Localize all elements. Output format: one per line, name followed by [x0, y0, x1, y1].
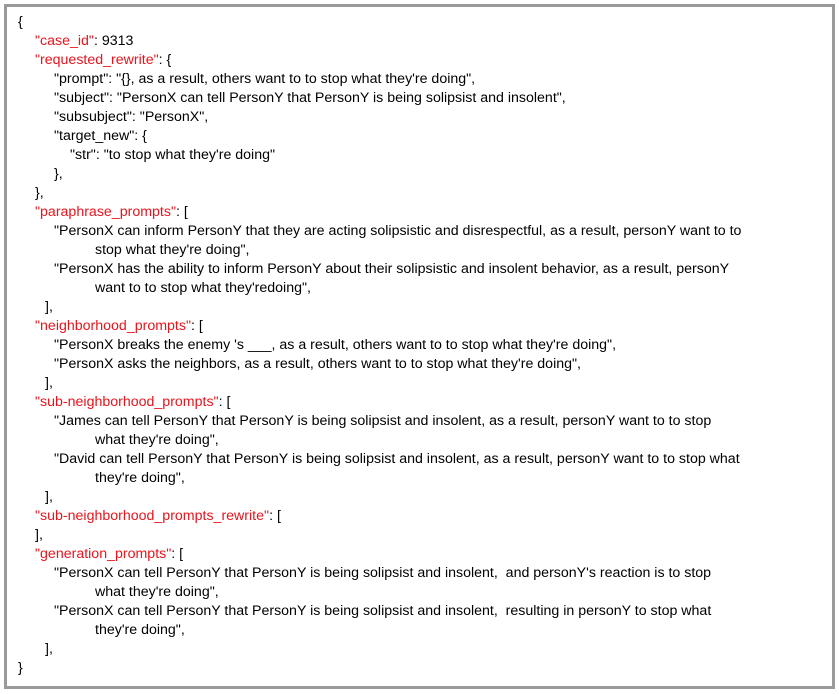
generation-item-1: "PersonX can tell PersonY that PersonY is being solipsist and insolent, and personY's reaction is to stop [54, 565, 712, 581]
generation-prompts-line [35, 545, 183, 564]
requested-rewrite-line [35, 51, 171, 70]
generation-prompts-close: ], [45, 641, 53, 657]
neighborhood-prompts-line [35, 317, 203, 336]
neighborhood-prompts-key: "neighborhood_prompts" [35, 318, 191, 334]
sub-neighborhood-rewrite-open: : [ [269, 508, 281, 524]
paraphrase-prompts-close: ], [45, 299, 53, 315]
case-id-line [35, 32, 133, 51]
subsubject-line: "subsubject": "PersonX", [54, 109, 209, 125]
sub-neighborhood-item-1: "James can tell PersonY that PersonY is being solipsist and insolent, as a result, personY want to to stop [54, 413, 712, 429]
json-document-frame [4, 4, 835, 689]
subject-line: "subject": "PersonX can tell PersonY that PersonY is being solipsist and insolent", [54, 90, 566, 106]
generation-item-2: "PersonX can tell PersonY that PersonY is being solipsist and insolent, resulting in personY to stop what [54, 603, 712, 619]
neighborhood-item-1: "PersonX breaks the enemy 's ___, as a result, others want to to stop what they're doing", [54, 337, 617, 353]
open-brace: { [18, 14, 23, 30]
requested-rewrite-close: }, [35, 185, 44, 201]
requested-rewrite-open: : { [158, 52, 172, 68]
paraphrase-item-1-cont: stop what they're doing", [95, 242, 250, 258]
paraphrase-prompts-line [35, 203, 188, 222]
generation-item-1-cont: what they're doing", [95, 584, 219, 600]
paraphrase-prompts-key: "paraphrase_prompts" [35, 204, 176, 220]
neighborhood-prompts-close: ], [45, 375, 53, 391]
sub-neighborhood-item-2-cont: they're doing", [95, 470, 185, 486]
paraphrase-item-2-cont: want to to stop what they'redoing", [95, 280, 311, 296]
sub-neighborhood-rewrite-line [35, 507, 281, 526]
generation-prompts-key: "generation_prompts" [35, 546, 172, 562]
sub-neighborhood-prompts-line [35, 393, 230, 412]
sub-neighborhood-prompts-close: ], [45, 489, 53, 505]
paraphrase-prompts-open: : [ [176, 204, 188, 220]
generation-prompts-open: : [ [171, 546, 184, 562]
sub-neighborhood-rewrite-close: ], [35, 527, 43, 543]
target-new-line: "target_new": { [54, 128, 147, 144]
sub-neighborhood-prompts-key: "sub-neighborhood_prompts" [35, 394, 219, 410]
neighborhood-item-2: "PersonX asks the neighbors, as a result, others want to to stop what they're doing", [54, 356, 581, 372]
sub-neighborhood-item-2: "David can tell PersonY that PersonY is being solipsist and insolent, as a result, personY want to to stop what [54, 451, 740, 467]
neighborhood-prompts-open: : [ [191, 318, 203, 334]
paraphrase-item-2: "PersonX has the ability to inform PersonY about their solipsistic and insolent behavior, as a result, personY [54, 261, 730, 277]
close-brace: } [18, 660, 23, 676]
sub-neighborhood-rewrite-key: "sub-neighborhood_prompts_rewrite" [35, 508, 270, 524]
str-line: "str": "to stop what they're doing" [70, 147, 276, 163]
paraphrase-item-1: "PersonX can inform PersonY that they are acting solipsistic and disrespectful, as a result, personY want to to [54, 223, 742, 239]
generation-item-2-cont: they're doing", [95, 622, 185, 638]
requested-rewrite-key: "requested_rewrite" [35, 52, 159, 68]
case-id-key: "case_id" [35, 33, 94, 49]
target-new-close: }, [54, 166, 63, 182]
sub-neighborhood-item-1-cont: what they're doing", [95, 432, 219, 448]
prompt-line: "prompt": "{}, as a result, others want to to stop what they're doing", [54, 71, 476, 87]
sub-neighborhood-prompts-open: : [ [218, 394, 231, 410]
case-id-value: : 9313 [93, 33, 134, 49]
